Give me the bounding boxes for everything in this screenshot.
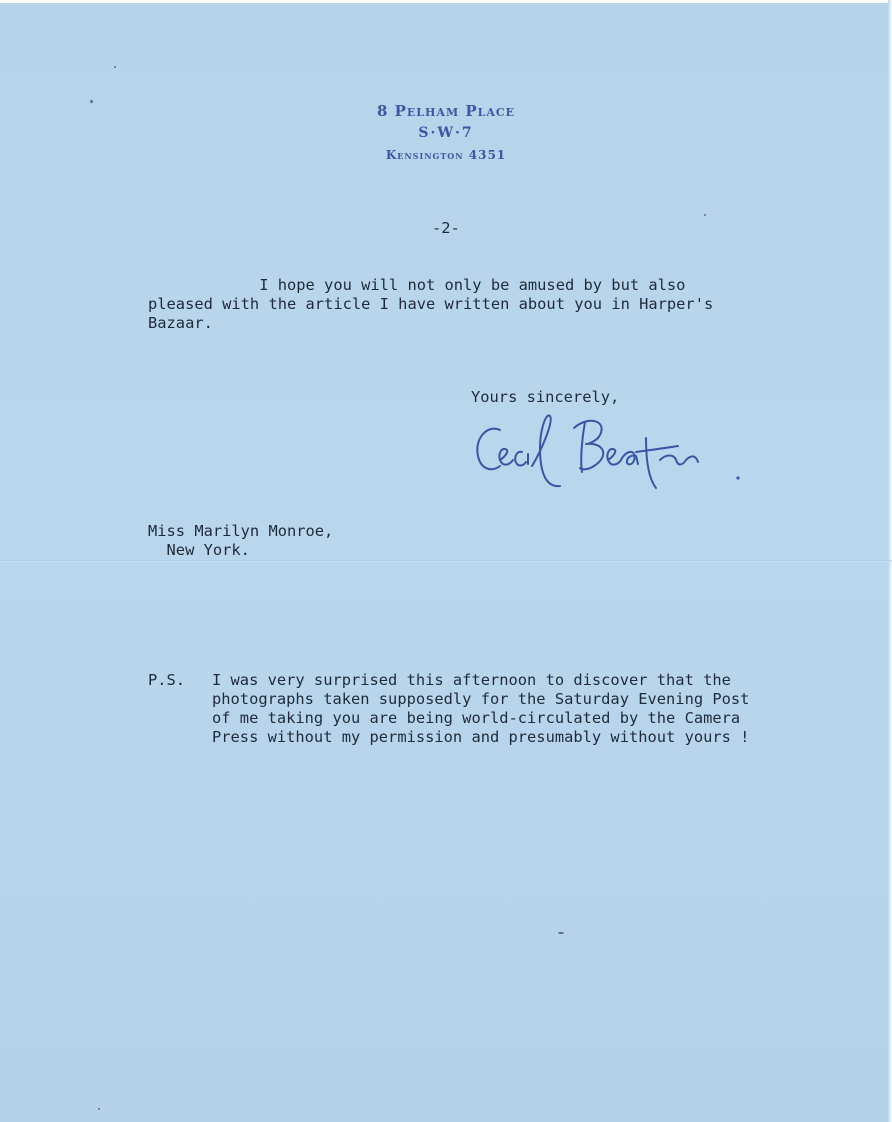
letterhead-address-line-2: S·W·7 — [418, 125, 474, 141]
letterhead-phone: Kensington 4351 — [385, 148, 507, 162]
postscript-label: P.S. — [148, 671, 186, 689]
paper-top-edge — [0, 0, 892, 3]
paper-speck — [90, 100, 93, 103]
letterhead-address-line-1: 8 Pelham Place — [376, 102, 516, 120]
recipient-city: New York. — [148, 541, 250, 559]
page-number: -2- — [432, 219, 460, 237]
paper-speck — [98, 1108, 100, 1110]
handwritten-signature — [470, 408, 755, 503]
body-paragraph: I hope you will not only be amused by but also pleased with the article I have written about you in Harper's Bazaar. — [148, 276, 714, 332]
closing-salutation: Yours sincerely, — [471, 388, 620, 406]
paper-speck — [704, 214, 706, 216]
recipient-address — [148, 522, 333, 560]
letterhead — [346, 100, 546, 166]
postscript-text: I was very surprised this afternoon to discover that the photographs taken supposedly for the Saturday Evening Post of me taking you are being world-circulated by the Camera Press without my permission and presumably without yours ! — [212, 671, 750, 746]
recipient-name: Miss Marilyn Monroe, — [148, 522, 334, 540]
paper-speck — [114, 66, 116, 68]
paper-fold-crease — [0, 560, 892, 562]
paper-speck — [558, 932, 564, 934]
